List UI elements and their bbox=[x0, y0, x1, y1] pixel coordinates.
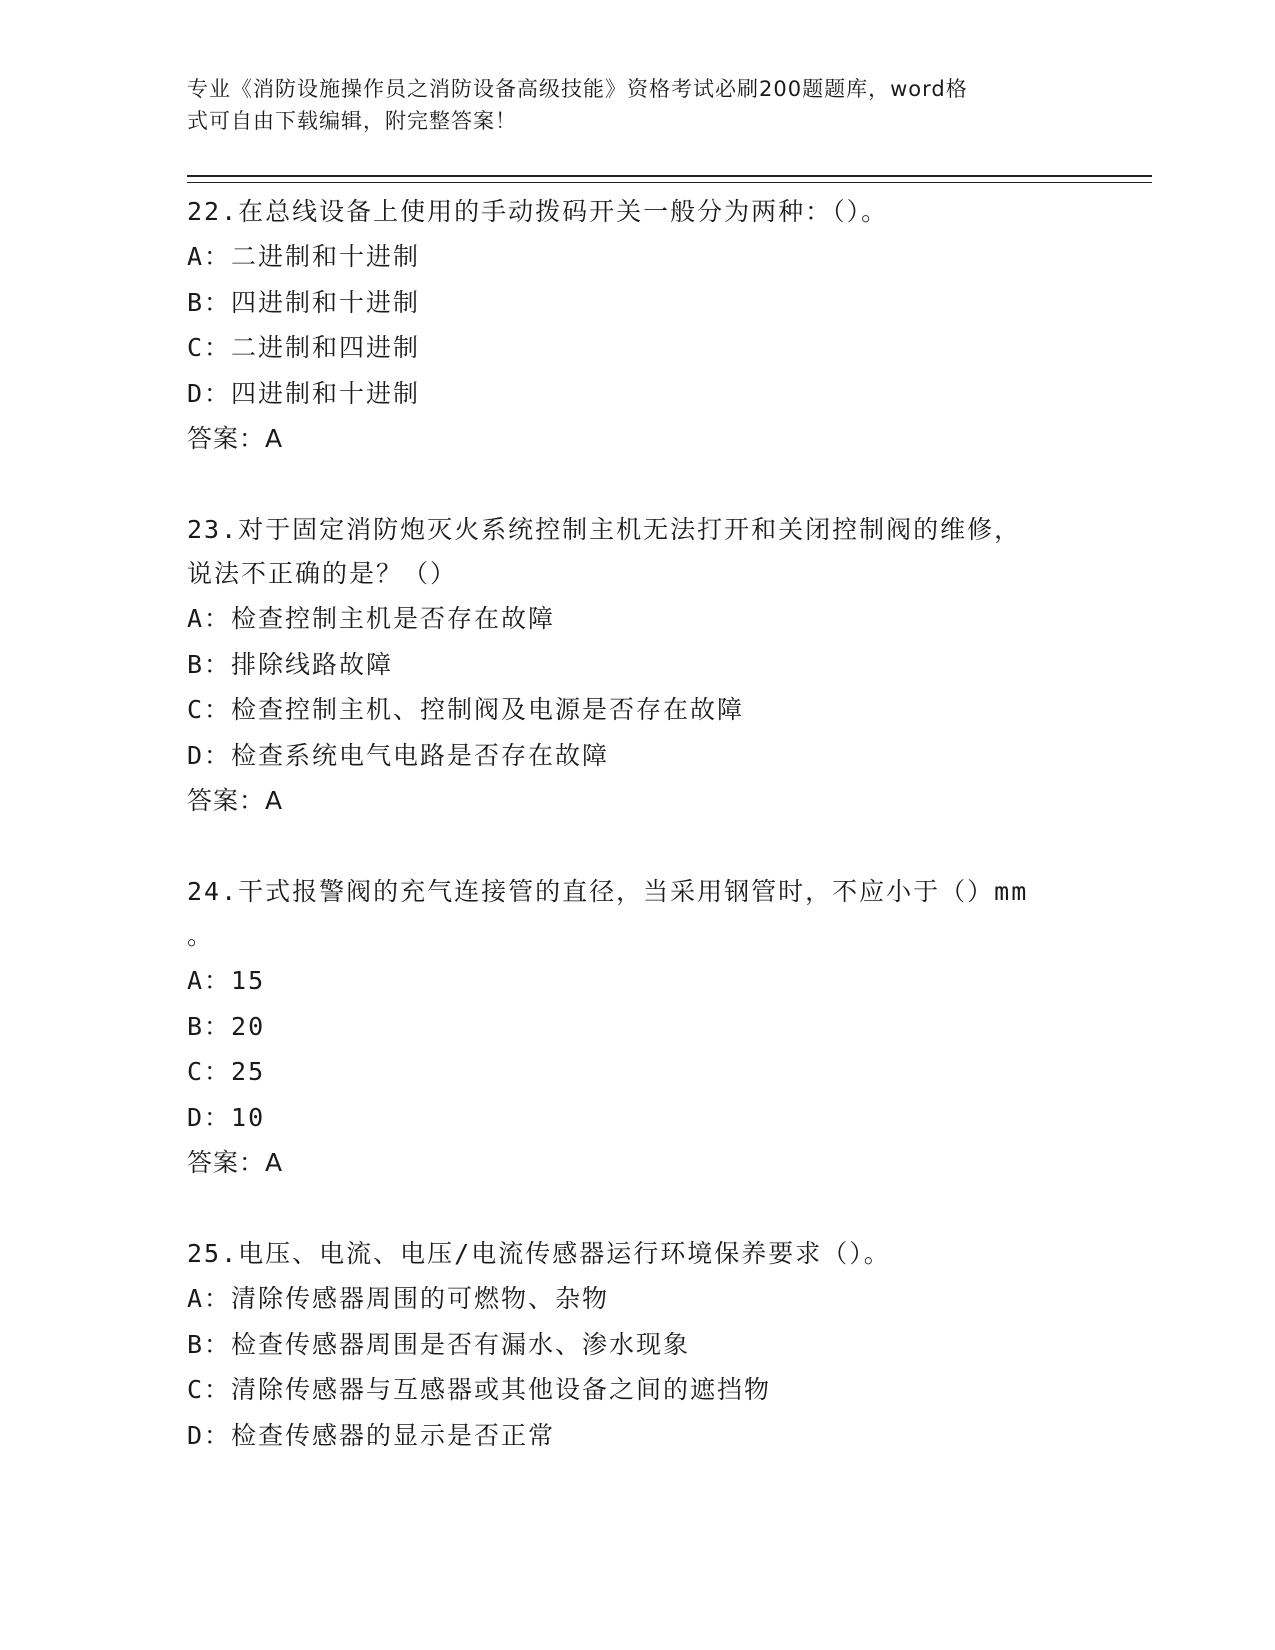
question-text: 24.干式报警阀的充气连接管的直径，当采用钢管时，不应小于（）mm bbox=[187, 877, 1029, 906]
header-line-2: 式可自由下载编辑，附完整答案！ bbox=[187, 109, 517, 133]
option-b: B：20 bbox=[187, 1011, 266, 1041]
option-a: A：检查控制主机是否存在故障 bbox=[187, 604, 556, 633]
question-22 bbox=[187, 190, 1087, 462]
option-c: C：清除传感器与互感器或其他设备之间的遮挡物 bbox=[187, 1375, 772, 1404]
option-a: A：15 bbox=[187, 966, 266, 995]
question-24 bbox=[187, 870, 1087, 1186]
option-a: A：清除传感器周围的可燃物、杂物 bbox=[187, 1284, 610, 1313]
answer-line: 答案：A bbox=[187, 786, 284, 815]
option-c: C：检查控制主机、控制阀及电源是否存在故障 bbox=[187, 695, 745, 724]
question-text-continued: 。 bbox=[187, 921, 215, 950]
document-header bbox=[187, 73, 1067, 137]
header-divider-thin bbox=[187, 182, 1152, 183]
header-divider-thick bbox=[187, 175, 1152, 177]
option-b: B：检查传感器周围是否有漏水、渗水现象 bbox=[187, 1329, 691, 1359]
option-b: B：四进制和十进制 bbox=[187, 287, 421, 317]
answer-line: 答案：A bbox=[187, 1148, 284, 1177]
option-b: B：排除线路故障 bbox=[187, 649, 394, 679]
answer-line: 答案：A bbox=[187, 424, 284, 453]
question-25 bbox=[187, 1232, 1087, 1458]
question-text: 25.电压、电流、电压/电流传感器运行环境保养要求（）。 bbox=[187, 1239, 891, 1268]
question-23 bbox=[187, 508, 1087, 824]
option-c: C：25 bbox=[187, 1057, 266, 1086]
option-c: C：二进制和四进制 bbox=[187, 333, 421, 362]
question-list bbox=[187, 190, 1087, 1504]
option-d: D：检查系统电气电路是否存在故障 bbox=[187, 740, 610, 770]
question-text: 22.在总线设备上使用的手动拨码开关一般分为两种：（）。 bbox=[187, 197, 889, 226]
option-d: D：10 bbox=[187, 1102, 266, 1132]
question-text-continued: 说法不正确的是？（） bbox=[187, 559, 458, 588]
option-a: A：二进制和十进制 bbox=[187, 242, 421, 271]
header-line-1: 专业《消防设施操作员之消防设备高级技能》资格考试必刷200题题库，word格 bbox=[187, 77, 968, 101]
option-d: D：四进制和十进制 bbox=[187, 378, 421, 408]
option-d: D：检查传感器的显示是否正常 bbox=[187, 1420, 556, 1450]
question-text: 23.对于固定消防炮灭火系统控制主机无法打开和关闭控制阀的维修， bbox=[187, 515, 1022, 544]
